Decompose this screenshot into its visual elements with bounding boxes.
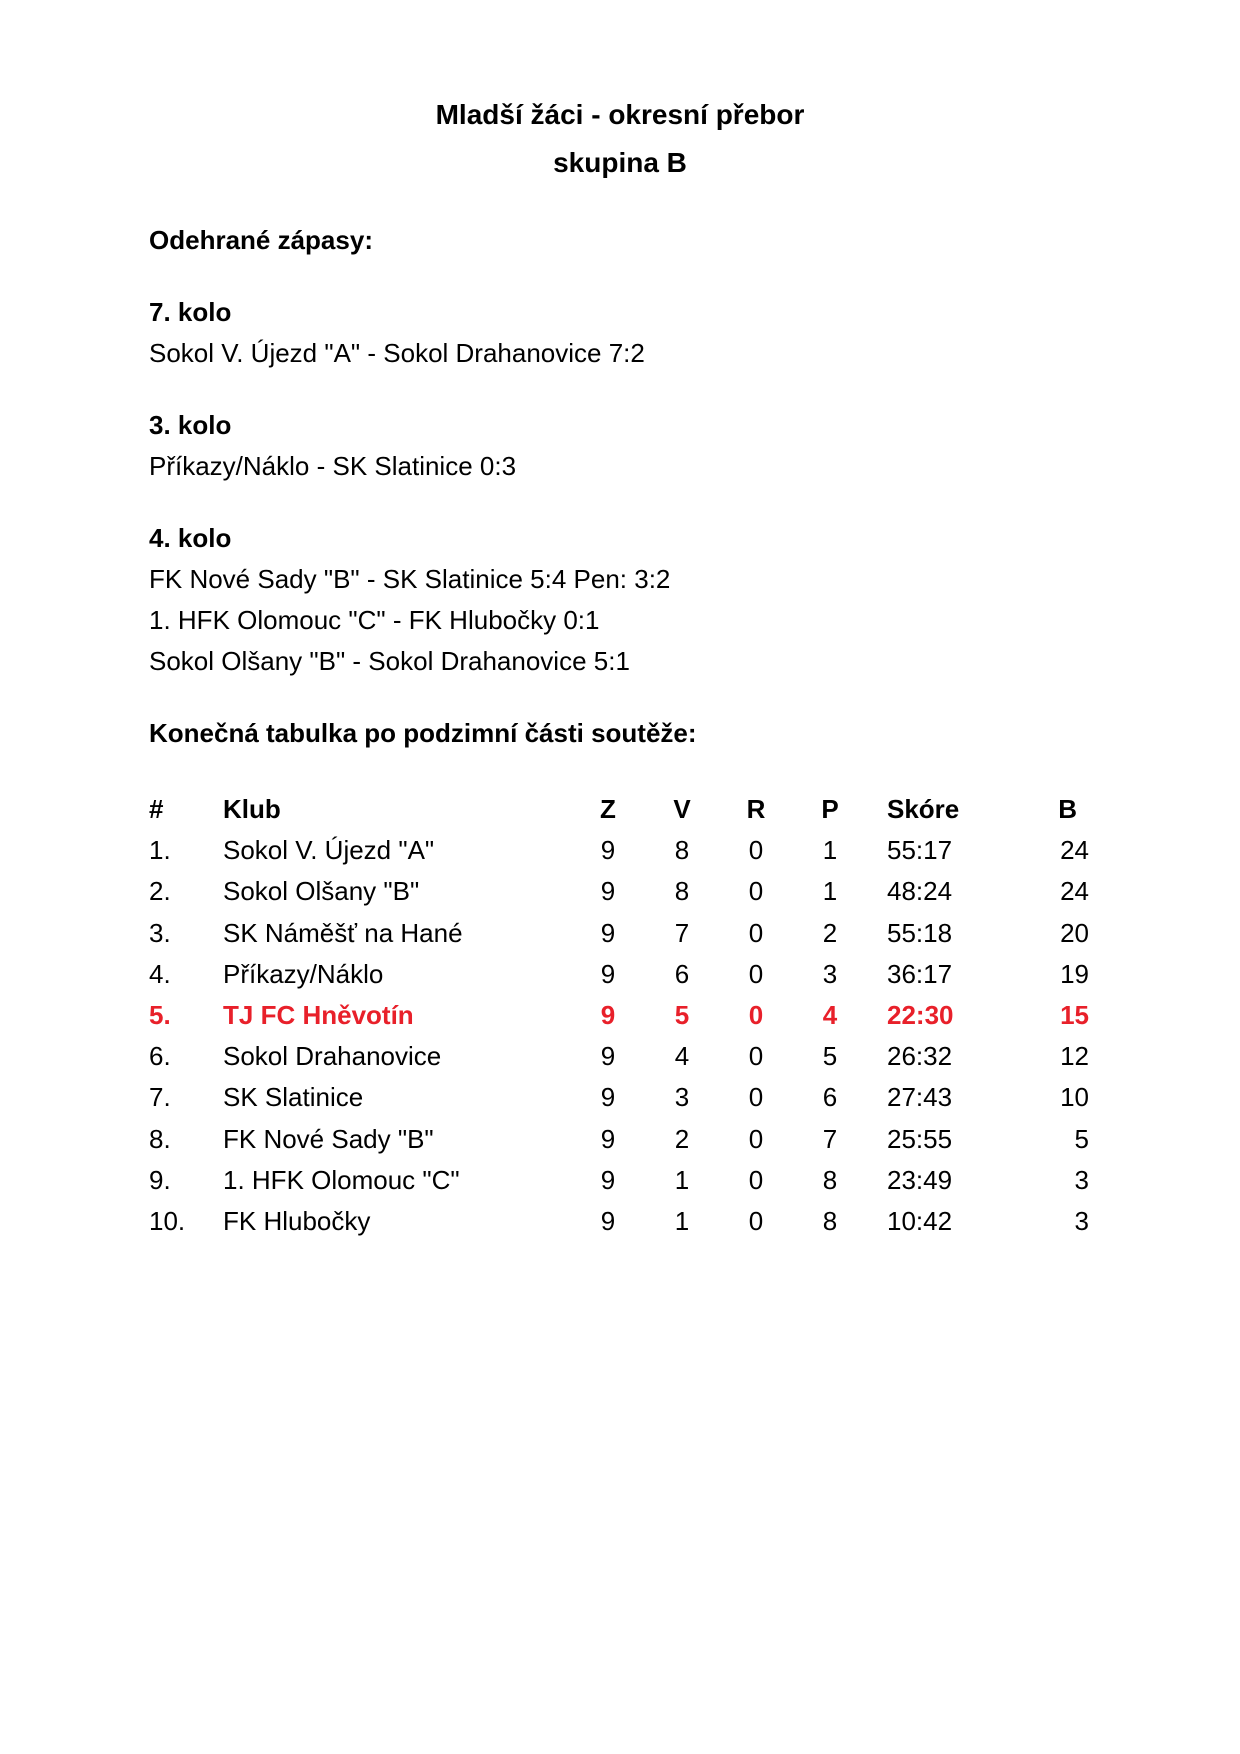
round-label: 4. kolo <box>149 523 232 553</box>
score-cell: 22:30 <box>887 999 954 1030</box>
column-header-losses: P <box>821 794 839 824</box>
losses-cell: 5 <box>822 1041 838 1072</box>
table-header-row <box>149 793 1089 834</box>
points-cell: 3 <box>1074 1164 1089 1195</box>
points-cell: 12 <box>1060 1041 1089 1072</box>
table-row <box>149 875 1089 916</box>
table-row <box>149 958 1089 999</box>
table-row <box>149 917 1089 958</box>
played-cell: 9 <box>600 1082 616 1113</box>
losses-cell: 4 <box>822 999 838 1030</box>
played-cell: 9 <box>600 1041 616 1072</box>
wins-cell: 1 <box>674 1164 690 1195</box>
table-row <box>149 834 1089 875</box>
played-cell: 9 <box>600 999 616 1030</box>
column-header-points: B <box>1058 794 1077 824</box>
losses-cell: 7 <box>822 1123 838 1154</box>
club-cell: FK Nové Sady "B" <box>223 1123 434 1154</box>
score-cell: 23:49 <box>887 1164 953 1195</box>
points-cell: 20 <box>1060 917 1089 948</box>
rank-cell: 9. <box>149 1164 171 1195</box>
draws-cell: 0 <box>748 1205 764 1236</box>
played-cell: 9 <box>600 835 616 866</box>
table-row <box>149 1081 1089 1122</box>
match-result: Příkazy/Náklo - SK Slatinice 0:3 <box>149 451 517 481</box>
losses-cell: 2 <box>822 917 838 948</box>
draws-cell: 0 <box>748 876 764 907</box>
losses-cell: 3 <box>822 958 838 989</box>
club-cell: 1. HFK Olomouc "C" <box>223 1164 460 1195</box>
losses-cell: 1 <box>822 835 838 866</box>
losses-cell: 6 <box>822 1082 838 1113</box>
played-matches-heading: Odehrané zápasy: <box>149 225 373 255</box>
draws-cell: 0 <box>748 1164 764 1195</box>
score-cell: 25:55 <box>887 1123 953 1154</box>
table-body <box>149 834 1089 1246</box>
club-cell: FK Hlubočky <box>223 1205 371 1236</box>
score-cell: 26:32 <box>887 1041 953 1072</box>
club-cell: TJ FC Hněvotín <box>223 999 414 1030</box>
club-cell: Sokol Olšany "B" <box>223 876 420 907</box>
losses-cell: 8 <box>822 1164 838 1195</box>
club-cell: Sokol V. Újezd "A" <box>223 835 435 866</box>
played-cell: 9 <box>600 917 616 948</box>
points-cell: 5 <box>1074 1123 1089 1154</box>
rank-cell: 1. <box>149 835 171 866</box>
draws-cell: 0 <box>748 999 764 1030</box>
draws-cell: 0 <box>748 1041 764 1072</box>
score-cell: 36:17 <box>887 958 953 989</box>
score-cell: 48:24 <box>887 876 953 907</box>
table-row <box>149 999 1089 1040</box>
points-cell: 15 <box>1060 999 1089 1030</box>
wins-cell: 5 <box>674 999 690 1030</box>
played-cell: 9 <box>600 876 616 907</box>
played-cell: 9 <box>600 1123 616 1154</box>
rank-cell: 7. <box>149 1082 171 1113</box>
score-cell: 27:43 <box>887 1082 953 1113</box>
club-cell: SK Náměšť na Hané <box>223 917 463 948</box>
points-cell: 3 <box>1074 1205 1089 1236</box>
wins-cell: 8 <box>674 876 690 907</box>
points-cell: 19 <box>1060 958 1089 989</box>
draws-cell: 0 <box>748 958 764 989</box>
document-title: Mladší žáci - okresní přebor <box>435 99 805 130</box>
played-cell: 9 <box>600 958 616 989</box>
points-cell: 24 <box>1060 835 1089 866</box>
wins-cell: 8 <box>674 835 690 866</box>
rank-cell: 5. <box>149 999 171 1030</box>
match-result: Sokol Olšany "B" - Sokol Drahanovice 5:1 <box>149 646 630 676</box>
wins-cell: 2 <box>674 1123 690 1154</box>
losses-cell: 8 <box>822 1205 838 1236</box>
wins-cell: 3 <box>674 1082 690 1113</box>
rank-cell: 2. <box>149 876 171 907</box>
points-cell: 10 <box>1060 1082 1089 1113</box>
draws-cell: 0 <box>748 1123 764 1154</box>
rank-cell: 10. <box>149 1205 186 1236</box>
round-label: 3. kolo <box>149 410 232 440</box>
played-cell: 9 <box>600 1205 616 1236</box>
standings-table <box>149 793 1089 1246</box>
rank-cell: 8. <box>149 1123 171 1154</box>
losses-cell: 1 <box>822 876 838 907</box>
standings-heading: Konečná tabulka po podzimní části soutěže: <box>149 718 697 748</box>
score-cell: 55:17 <box>887 835 953 866</box>
column-header-draws: R <box>746 794 766 824</box>
column-header-score: Skóre <box>887 794 960 824</box>
rank-cell: 3. <box>149 917 171 948</box>
draws-cell: 0 <box>748 917 764 948</box>
table-row <box>149 1205 1089 1246</box>
match-result: 1. HFK Olomouc "C" - FK Hlubočky 0:1 <box>149 605 600 635</box>
draws-cell: 0 <box>748 835 764 866</box>
wins-cell: 4 <box>674 1041 690 1072</box>
wins-cell: 7 <box>674 917 690 948</box>
rank-cell: 4. <box>149 958 171 989</box>
table-row <box>149 1123 1089 1164</box>
column-header-played: Z <box>600 794 616 824</box>
points-cell: 24 <box>1060 876 1089 907</box>
score-cell: 10:42 <box>887 1205 953 1236</box>
score-cell: 55:18 <box>887 917 953 948</box>
rank-cell: 6. <box>149 1041 171 1072</box>
table-row <box>149 1164 1089 1205</box>
draws-cell: 0 <box>748 1082 764 1113</box>
column-header-club: Klub <box>223 794 281 824</box>
match-result: FK Nové Sady "B" - SK Slatinice 5:4 Pen: 3:2 <box>149 564 671 594</box>
wins-cell: 1 <box>674 1205 690 1236</box>
column-header-wins: V <box>673 794 691 824</box>
club-cell: Příkazy/Náklo <box>223 958 384 989</box>
column-header-rank: # <box>149 794 164 824</box>
document-subtitle: skupina B <box>553 147 687 178</box>
table-row <box>149 1040 1089 1081</box>
wins-cell: 6 <box>674 958 690 989</box>
round-label: 7. kolo <box>149 297 232 327</box>
match-result: Sokol V. Újezd "A" - Sokol Drahanovice 7:2 <box>149 338 645 368</box>
played-cell: 9 <box>600 1164 616 1195</box>
club-cell: Sokol Drahanovice <box>223 1041 442 1072</box>
club-cell: SK Slatinice <box>223 1082 364 1113</box>
